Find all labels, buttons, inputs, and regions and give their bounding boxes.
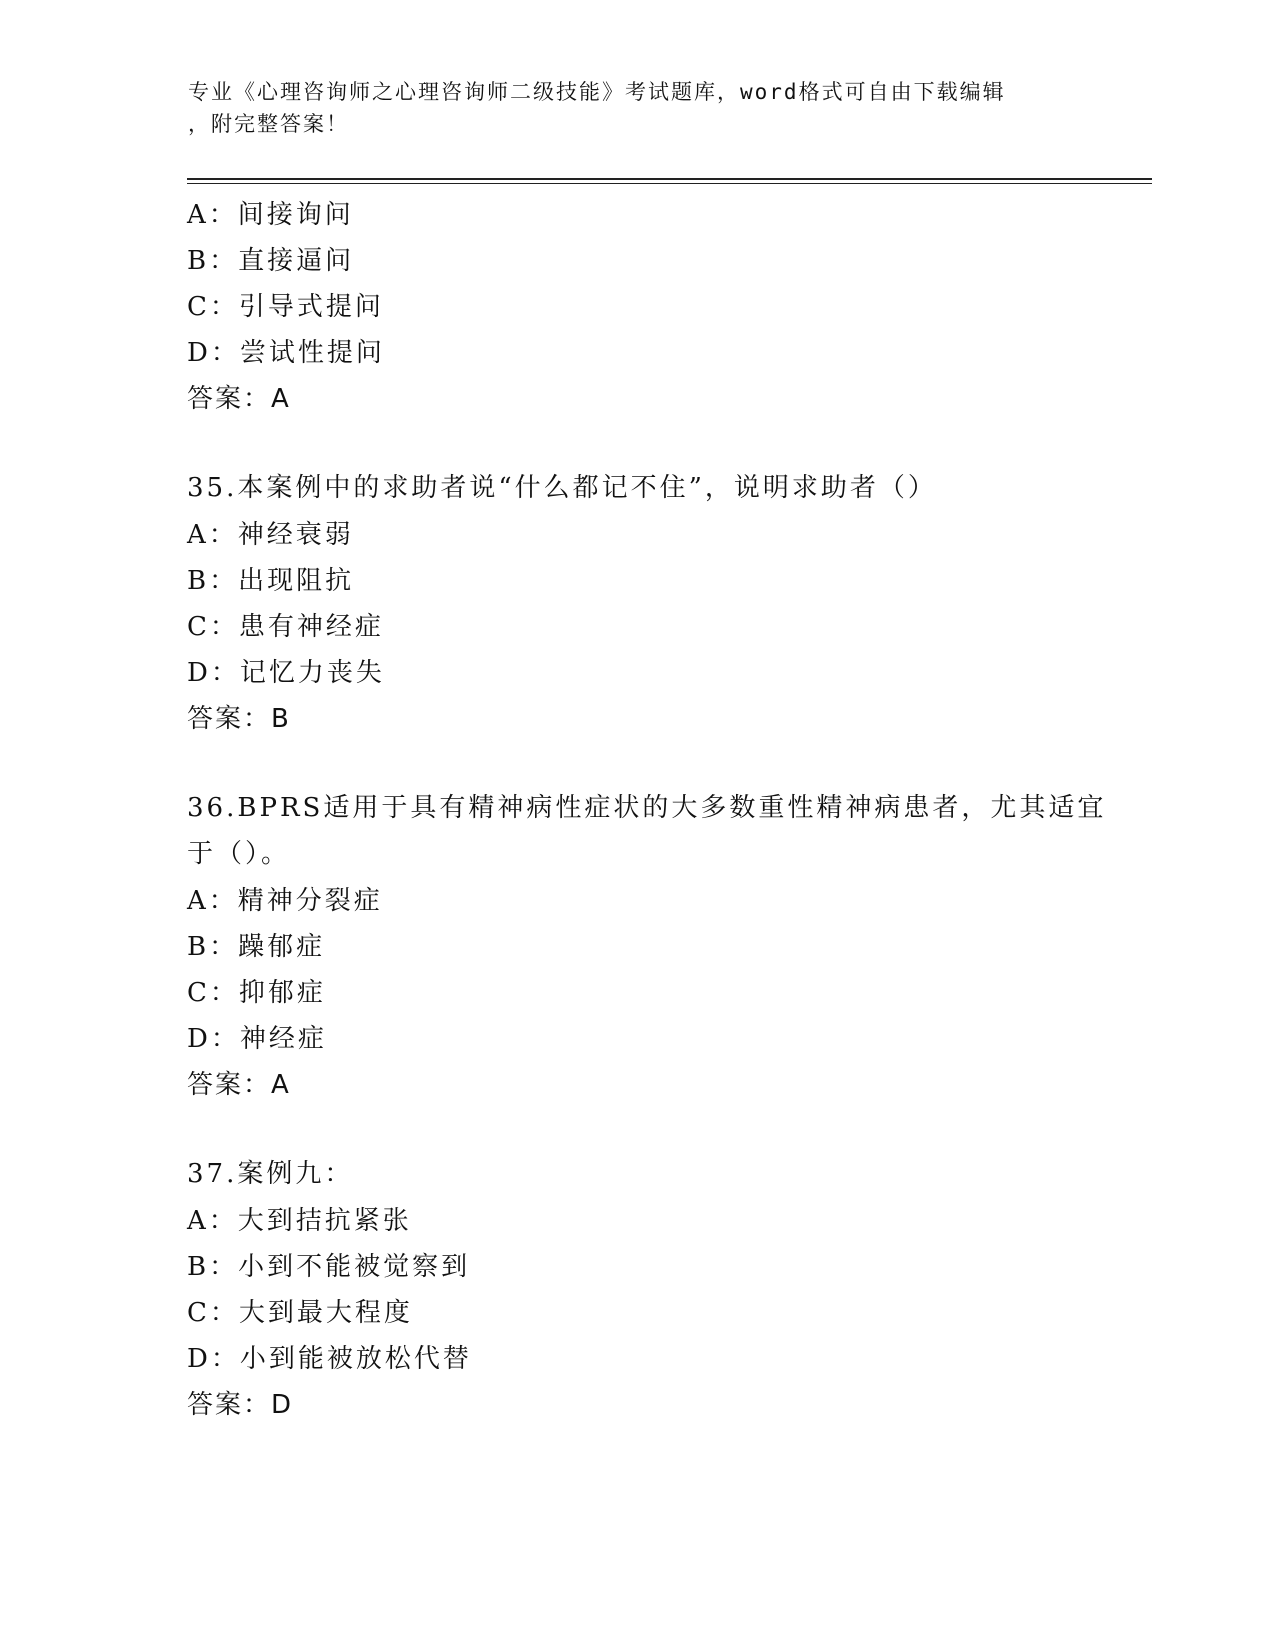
option-b: B：出现阻抗 xyxy=(187,566,355,596)
document-header xyxy=(188,76,1088,140)
option-d: D：记忆力丧失 xyxy=(187,658,385,688)
option-a: A：精神分裂症 xyxy=(187,886,383,916)
option-c: C：抑郁症 xyxy=(187,978,326,1008)
option-b: B：直接逼问 xyxy=(187,246,355,276)
question-34 xyxy=(187,192,1152,422)
answer: 答案：A xyxy=(187,384,291,414)
question-text-cont: 于（）。 xyxy=(187,839,291,869)
header-divider xyxy=(187,178,1152,180)
answer: 答案：B xyxy=(187,704,291,734)
answer: 答案：D xyxy=(187,1390,294,1420)
header-line-1: 专业《心理咨询师之心理咨询师二级技能》考试题库，word格式可自由下载编辑 xyxy=(188,80,1006,104)
option-d: D：小到能被放松代替 xyxy=(187,1344,472,1374)
option-c: C：引导式提问 xyxy=(187,292,384,322)
option-d: D：神经症 xyxy=(187,1024,327,1054)
question-text: 36.BPRS适用于具有精神病性症状的大多数重性精神病患者，尤其适宜 xyxy=(187,793,1107,823)
option-b: B：躁郁症 xyxy=(187,932,326,962)
option-d: D：尝试性提问 xyxy=(187,338,385,368)
question-37 xyxy=(187,1152,1152,1428)
option-a: A：神经衰弱 xyxy=(187,520,354,550)
question-35 xyxy=(187,466,1152,742)
question-36 xyxy=(187,786,1152,1108)
question-text: 37.案例九： xyxy=(187,1159,354,1189)
option-a: A：间接询问 xyxy=(187,200,354,230)
option-c: C：大到最大程度 xyxy=(187,1298,413,1328)
option-c: C：患有神经症 xyxy=(187,612,384,642)
question-list xyxy=(187,192,1152,1428)
header-line-2: ，附完整答案！ xyxy=(188,112,349,136)
header-divider-thin xyxy=(187,183,1152,184)
question-text: 35.本案例中的求助者说“什么都记不住”，说明求助者（） xyxy=(187,473,937,503)
option-b: B：小到不能被觉察到 xyxy=(187,1252,471,1282)
answer: 答案：A xyxy=(187,1070,291,1100)
option-a: A：大到拮抗紧张 xyxy=(187,1206,412,1236)
